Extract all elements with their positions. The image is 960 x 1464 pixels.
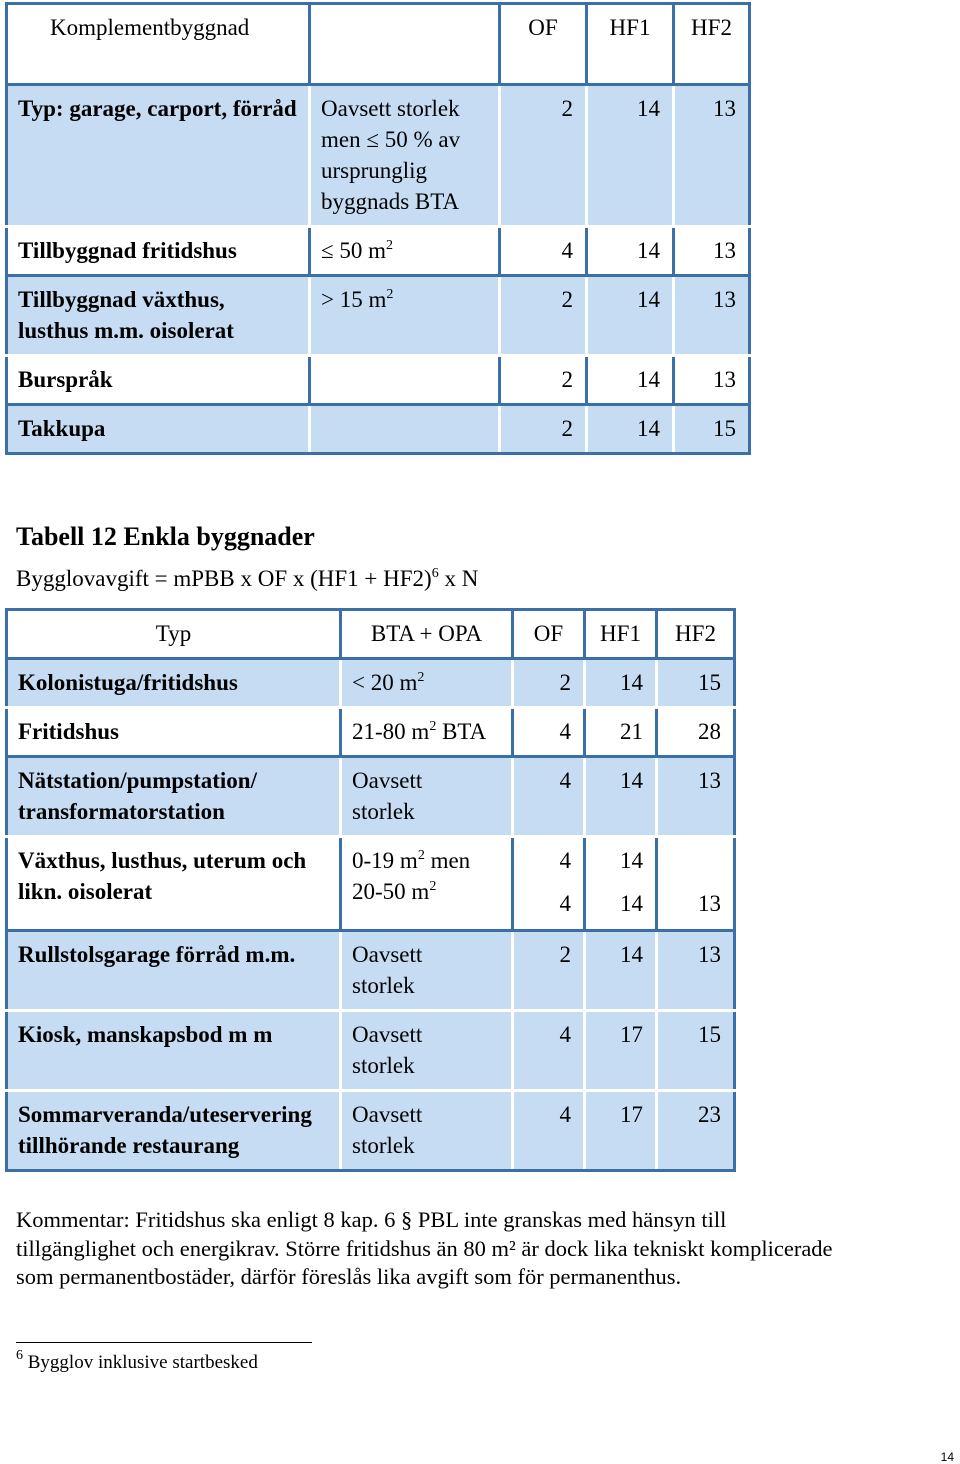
row-hf2: 28 bbox=[657, 708, 735, 757]
table-row bbox=[7, 659, 735, 708]
table-row bbox=[7, 85, 750, 227]
row-of: 4 4 bbox=[513, 837, 585, 931]
footnote-divider bbox=[16, 1342, 312, 1343]
row-hf1: 17 bbox=[585, 1091, 657, 1171]
row-size bbox=[310, 356, 500, 405]
row-hf2: 13 bbox=[657, 757, 735, 837]
row-of: 2 bbox=[513, 659, 585, 708]
header-hf1: HF1 bbox=[587, 4, 674, 85]
row-type: Tillbyggnad fritidshus bbox=[7, 227, 310, 276]
header-hf2: HF2 bbox=[674, 4, 750, 85]
row-hf1: 14 bbox=[587, 405, 674, 454]
row-typ: Kolonistuga/fritidshus bbox=[7, 659, 341, 708]
row-typ: Nätstation/pumpstation/ transformatorstation bbox=[7, 757, 341, 837]
row-hf1: 14 bbox=[585, 931, 657, 1011]
row-bta: Oavsett storlek bbox=[341, 757, 513, 837]
row-bta: < 20 $m^2$ bbox=[341, 659, 513, 708]
header-of: OF bbox=[500, 4, 587, 85]
table-row bbox=[7, 227, 750, 276]
table-row bbox=[7, 356, 750, 405]
row-hf2: 13 bbox=[657, 931, 735, 1011]
row-hf1: 14 bbox=[587, 85, 674, 227]
table-row bbox=[7, 931, 735, 1011]
table-row bbox=[7, 405, 750, 454]
row-hf2: 15 bbox=[657, 1011, 735, 1091]
table-row bbox=[7, 708, 735, 757]
table-row bbox=[7, 837, 735, 931]
row-type: Typ: garage, carport, förråd bbox=[7, 85, 310, 227]
header-of: OF bbox=[513, 610, 585, 659]
row-typ: Kiosk, manskapsbod m m bbox=[7, 1011, 341, 1091]
row-of: 4 bbox=[513, 1011, 585, 1091]
row-typ: Växthus, lusthus, uterum och likn. oisolerat bbox=[7, 837, 341, 931]
fee-formula: Bygglovavgift = mPBB x OF x $(HF1 + HF2)^6$ x N bbox=[16, 566, 479, 591]
row-hf1: 14 bbox=[587, 276, 674, 356]
row-type: Burspråk bbox=[7, 356, 310, 405]
size-line: byggnads BTA bbox=[321, 189, 460, 214]
table-row bbox=[7, 276, 750, 356]
size-line: Oavsett storlek bbox=[321, 96, 460, 121]
komplementbyggnad-table bbox=[5, 2, 751, 455]
row-of: 2 bbox=[500, 356, 587, 405]
header-bta: BTA + OPA bbox=[341, 610, 513, 659]
row-hf2: 13 bbox=[674, 85, 750, 227]
table-row bbox=[7, 1091, 735, 1171]
enkla-byggnader-table bbox=[5, 608, 736, 1172]
row-hf2: 23 bbox=[657, 1091, 735, 1171]
row-hf1: 14 14 bbox=[585, 837, 657, 931]
row-of: 4 bbox=[513, 1091, 585, 1171]
page-number: 14 bbox=[940, 1450, 954, 1464]
size-line: ursprunglig bbox=[321, 158, 428, 183]
row-type: Takkupa bbox=[7, 405, 310, 454]
row-size: ≤ 50 $m^2$ bbox=[310, 227, 500, 276]
row-hf1: 21 bbox=[585, 708, 657, 757]
row-size bbox=[310, 85, 500, 227]
row-of: 2 bbox=[500, 85, 587, 227]
row-bta: 21-80 $m^2$ BTA bbox=[341, 708, 513, 757]
row-hf2: 13 bbox=[674, 227, 750, 276]
row-typ: Fritidshus bbox=[7, 708, 341, 757]
header-typ: Typ bbox=[7, 610, 341, 659]
size-line: men ≤ 50 % av bbox=[321, 127, 461, 152]
table-header-row bbox=[7, 4, 750, 85]
row-size bbox=[310, 405, 500, 454]
row-bta: Oavsett storlek bbox=[341, 931, 513, 1011]
row-hf1: 14 bbox=[587, 227, 674, 276]
row-of: 2 bbox=[500, 276, 587, 356]
row-of: 4 bbox=[500, 227, 587, 276]
comment-paragraph: Kommentar: Fritidshus ska enligt 8 kap. 6 § PBL inte granskas med hänsyn till tillgänglighet och energikrav. Större fritidshus än 80 m² är dock lika tekniskt komplicerade som permanentbostäder, därför föreslås lika avgift som för permanenthus. bbox=[16, 1207, 833, 1289]
row-size: > 15 $m^2$ bbox=[310, 276, 500, 356]
header-hf1: HF1 bbox=[585, 610, 657, 659]
row-bta: 0-19 $m^2$ men 20-50 $m^2$ bbox=[341, 837, 513, 931]
table-row bbox=[7, 757, 735, 837]
header-hf2: HF2 bbox=[657, 610, 735, 659]
row-of: 2 bbox=[513, 931, 585, 1011]
table-row bbox=[7, 1011, 735, 1091]
row-typ: Sommarveranda/uteservering tillhörande restaurang bbox=[7, 1091, 341, 1171]
header-empty bbox=[310, 4, 500, 85]
table-header-row bbox=[7, 610, 735, 659]
row-typ: Rullstolsgarage förråd m.m. bbox=[7, 931, 341, 1011]
row-hf2: 13 bbox=[657, 837, 735, 931]
row-of: 4 bbox=[513, 708, 585, 757]
row-of: 2 bbox=[500, 405, 587, 454]
row-hf2: 15 bbox=[674, 405, 750, 454]
header-komplementbyggnad: Komplementbyggnad bbox=[7, 4, 310, 85]
row-hf2: 15 bbox=[657, 659, 735, 708]
row-hf1: 17 bbox=[585, 1011, 657, 1091]
row-hf1: 14 bbox=[585, 659, 657, 708]
row-hf2: 13 bbox=[674, 356, 750, 405]
row-hf1: 14 bbox=[587, 356, 674, 405]
table-caption: Tabell 12 Enkla byggnader bbox=[16, 522, 315, 551]
footnote: $^6$ Bygglov inklusive startbesked bbox=[16, 1348, 258, 1373]
footnote-ref: 6 bbox=[431, 566, 439, 581]
row-hf2: 13 bbox=[674, 276, 750, 356]
row-type: Tillbyggnad växthus, lusthus m.m. oisolerat bbox=[7, 276, 310, 356]
row-hf1: 14 bbox=[585, 757, 657, 837]
row-of: 4 bbox=[513, 757, 585, 837]
row-bta: Oavsett storlek bbox=[341, 1091, 513, 1171]
row-bta: Oavsett storlek bbox=[341, 1011, 513, 1091]
